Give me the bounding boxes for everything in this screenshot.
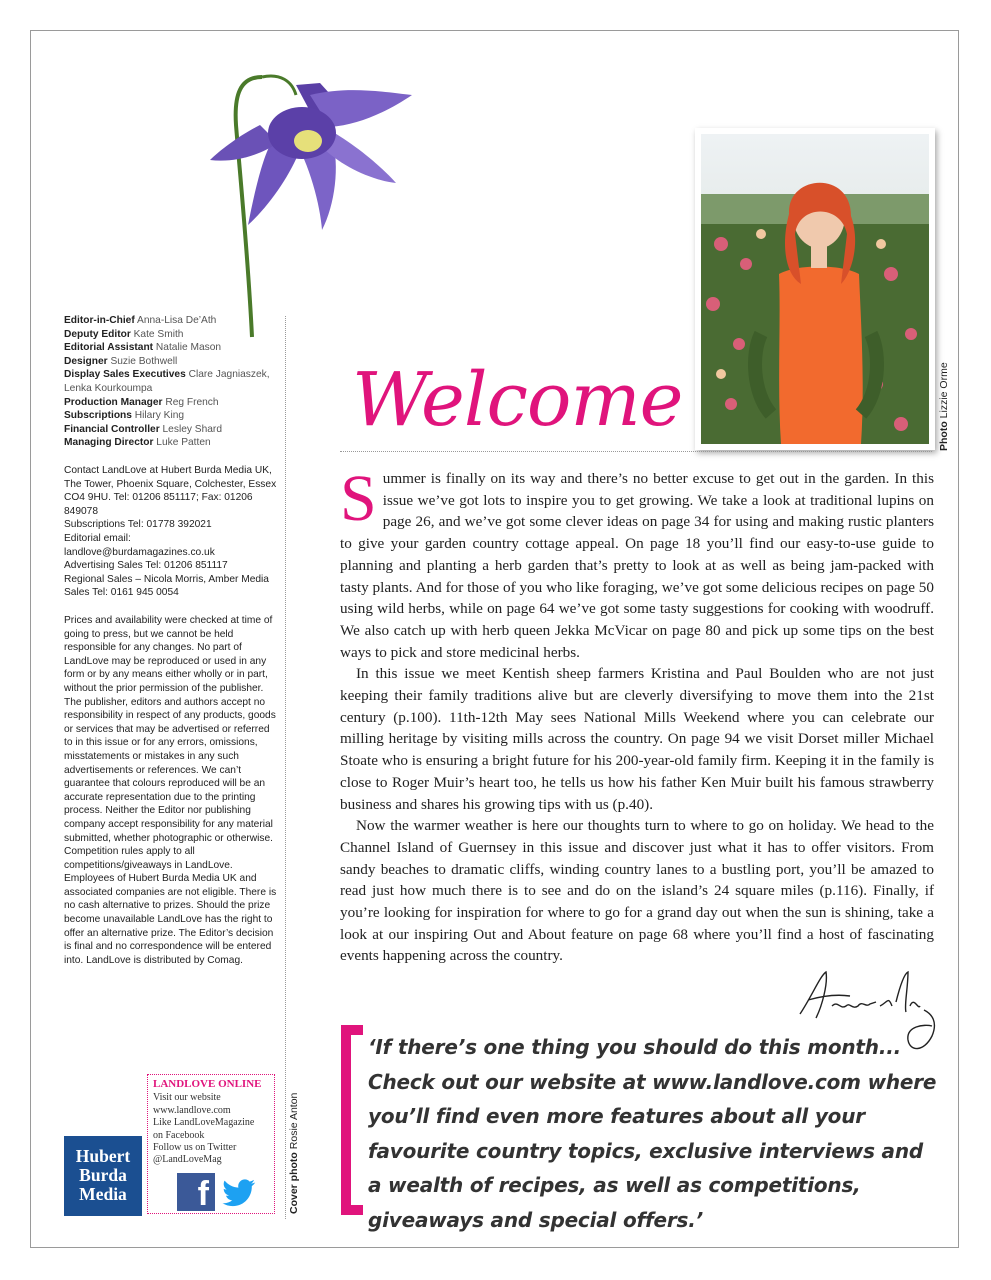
staff-row: Display Sales Executives Clare Jagniaszek, Lenka Kourkoumpa	[64, 369, 270, 394]
pull-quote: ‘If there’s one thing you should do this month... Check out our website at www.landlove.com where you’ll find even more features about all your favourite country topics, exclusive interviews and a wealth of recipes, as well as competitions, giveaways and special offers.’	[368, 1035, 937, 1232]
page-title: Welcome	[352, 357, 683, 443]
letter-paragraph: Summer is finally on its way and there’s no better excuse to get out in the garden. In this issue we’ve got lots to inspire you to get growing. We take a look at traditional lupins on page 26, and we’ve got some clever ideas on page 34 for using and making rustic planters to give your garden country cottage appeal. On page 18 you’ll find our easy-to-use guide to planning and planting a herb garden that’s pretty to look at as well as being jam-packed with tasty plants. And for those of you who like foraging, we’ve got some delicious recipes on page 50 using wild herbs, while on page 64 we’ve got some tasty suggestions for cooking with woodruff. We also catch up with herb queen Jekka McVicar on page 80 and pick up some tips on the best ways to pick and store medicinal herbs.	[340, 462, 934, 661]
staff-row: Editor-in-Chief Anna-Lisa De’Ath	[64, 315, 217, 326]
staff-row: Financial Controller Lesley Shard	[64, 423, 222, 435]
contact-email[interactable]: Editorial email: landlove@burdamagazines.co.uk	[64, 532, 215, 558]
staff-row: Editorial Assistant Natalie Mason	[64, 342, 222, 354]
contact-subscriptions: Subscriptions Tel: 01778 392021	[64, 519, 212, 531]
twitter-handle[interactable]: @LandLoveMag	[153, 1154, 222, 1166]
landlove-online-box	[147, 1074, 275, 1214]
editor-photo-credit: Photo Lizzie Orme	[938, 362, 950, 451]
online-heading: LANDLOVE ONLINE	[153, 1078, 262, 1090]
hubert-burda-media-logo: Hubert Burda Media	[64, 1136, 142, 1216]
online-line: on Facebook	[153, 1129, 205, 1141]
staff-row: Managing Director Luke Patten	[64, 437, 211, 449]
contact-address: Contact LandLove at Hubert Burda Media UK, The Tower, Phoenix Square, Colchester, Essex CO4 9HU. Tel: 01206 851117; Fax: 01206 849078	[64, 465, 277, 517]
heading-divider	[340, 451, 932, 452]
staff-row: Production Manager Reg French	[64, 396, 219, 408]
letter-paragraph: In this issue we meet Kentish sheep farmers Kristina and Paul Boulden who are not just keeping their family traditions alive but are cleverly diversifying to move them into the 21st century (p.100). 11th-12th May sees National Mills Weekend where you can celebrate our milling heritage by visiting mills across the country. On page 94 we visit Dorset miller Michael Stoate who is ensuring a bright future for his 200-year-old family firm. Keeping it in the family is close to Roger Muir’s heart too, he tells us how his father Ken Muir built his famous strawberry business and shares his growing tips with us (p.40).	[340, 665, 934, 813]
legal-disclaimer: Prices and availability were checked at time of going to press, but we cannot be held responsible for any changes. No part of LandLove may be reproduced or used in any form or by any means either wholly or in part, without the prior permission of the publisher. The publisher, editors and authors accept no responsibility in respect of any products, goods or services that may be advertised or referred to in this issue or for any errors, omissions, misstatements or mistakes in any such advertisements or references. We can’t guarantee that colours reproduced will be an accurate representation due to the printing process. Neither the Editor nor publishing company accept responsibility for any material submitted, whether photographic or otherwise. Competition rules apply to all competitions/giveaways in LandLove. Employees of Hubert Burda Media UK and associated companies are not eligible. There is no cash alternative to prizes. Should the prize become unavailable LandLove has the right to offer an alternative prize. The Editor’s decision is final and no correspondence will be entered into. LandLove is distributed by Comag.	[64, 615, 277, 966]
website-link[interactable]: www.landlove.com	[153, 1104, 231, 1116]
staff-row: Deputy Editor Kate Smith	[64, 328, 184, 340]
contact-details	[64, 464, 282, 600]
cover-photo-credit: Cover photo Rosie Anton	[288, 1092, 300, 1214]
editors-letter	[340, 462, 934, 967]
staff-credits	[64, 314, 282, 450]
facebook-icon[interactable]: f	[177, 1173, 215, 1211]
contact-advertising: Advertising Sales Tel: 01206 851117	[64, 560, 228, 572]
twitter-icon[interactable]	[222, 1179, 256, 1207]
contact-regional-sales: Regional Sales – Nicola Morris, Amber Media Sales Tel: 0161 945 0054	[64, 573, 269, 599]
online-line: Like LandLoveMagazine	[153, 1117, 255, 1129]
quote-bracket	[341, 1025, 363, 1215]
editor-portrait-image	[701, 134, 929, 444]
letter-paragraph: Now the warmer weather is here our thoughts turn to where to go on holiday. We head to the Channel Island of Guernsey in this issue and discover just what it has to offer visitors. From sandy beaches to dramatic cliffs, winding country lanes to a bustling port, you’ll be amazed to read just how much there is to see and do on the island’s 24 square miles (p.116). Finally, if you’re looking for inspiration for where to go for a grand day out when the sun is shining, take a look at our inspiring Out and About feature on page 68 where you’ll find a host of fascinating events happening across the country.	[340, 817, 934, 965]
staff-row: Designer Suzie Bothwell	[64, 355, 178, 367]
column-divider	[285, 316, 286, 1219]
online-line: Visit our website	[153, 1092, 221, 1104]
online-line: Follow us on Twitter	[153, 1142, 237, 1154]
drop-cap: S	[340, 462, 377, 535]
staff-row: Subscriptions Hilary King	[64, 410, 185, 422]
editor-photo	[695, 128, 935, 450]
columbine-flower-image	[200, 55, 440, 340]
